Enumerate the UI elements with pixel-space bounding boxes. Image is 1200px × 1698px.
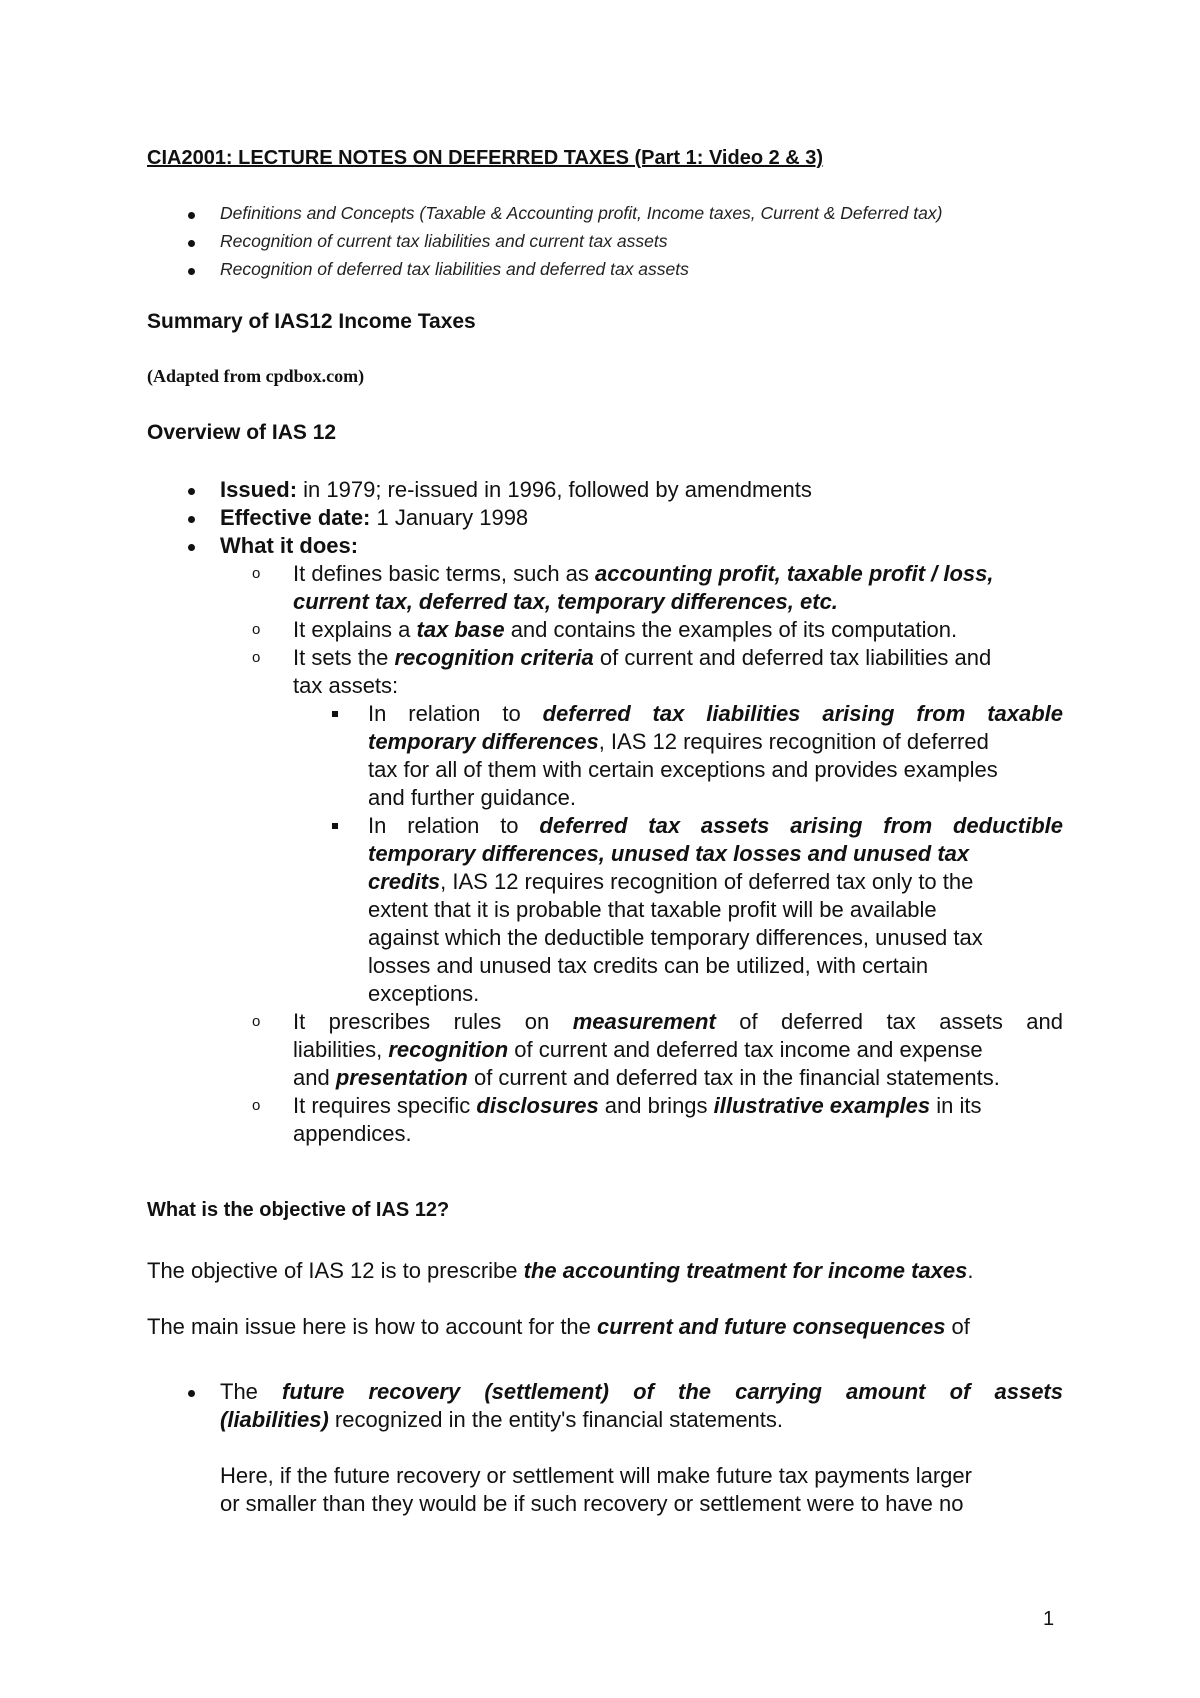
document-title: CIA2001: LECTURE NOTES ON DEFERRED TAXES (Part 1: Video 2 & 3)	[147, 147, 824, 169]
sets-rest: of current and deferred tax liabilities and	[593, 645, 992, 670]
bullet-dot-icon	[188, 1390, 195, 1397]
requires-text: It requires specific	[293, 1093, 477, 1118]
future-line-2	[220, 1406, 783, 1434]
credits-term: credits	[368, 869, 441, 894]
requires-line-2: appendices.	[293, 1121, 412, 1146]
prescribes-text: It prescribes rules on	[293, 1009, 573, 1034]
dtl-term: deferred tax liabilities arising from taxable	[542, 701, 1064, 726]
objective-term: the accounting treatment for income taxes	[523, 1258, 968, 1283]
defines-terms: accounting profit, taxable profit / loss,	[595, 561, 994, 586]
circle-bullet-icon: o	[252, 1013, 261, 1030]
effective-date-item	[220, 504, 528, 532]
prescribes-rest-3: of current and deferred tax in the financial statements.	[467, 1065, 1000, 1090]
sets-text: It sets the	[293, 645, 395, 670]
dtl-line-1	[368, 700, 1063, 728]
disclosures-term: disclosures	[476, 1093, 599, 1118]
dta-line-3	[368, 868, 973, 896]
dta-line-7: exceptions.	[368, 981, 480, 1006]
main-issue-rest: of	[945, 1314, 970, 1339]
topic-item: Definitions and Concepts (Taxable & Accounting profit, Income taxes, Current & Deferred tax)	[220, 203, 943, 223]
what-it-does-label: What it does:	[220, 533, 359, 558]
topic-item: Recognition of current tax liabilities and current tax assets	[220, 231, 668, 251]
requires-line-1	[293, 1092, 981, 1120]
page-number: 1	[1043, 1608, 1055, 1630]
defines-text: It defines basic terms, such as	[293, 561, 596, 586]
defines-line-1	[293, 560, 994, 588]
issued-text: in 1979; re-issued in 1996, followed by amendments	[297, 477, 812, 502]
circle-bullet-icon: o	[252, 565, 261, 582]
future-rest: recognized in the entity's financial statements.	[328, 1407, 784, 1432]
bullet-dot-icon	[188, 212, 195, 219]
dta-text-3: , IAS 12 requires recognition of deferred tax only to the	[440, 869, 974, 894]
dtl-text: In relation to	[368, 701, 543, 726]
main-issue-term: current and future consequences	[597, 1314, 946, 1339]
future-text: The	[220, 1379, 283, 1404]
presentation-term: presentation	[335, 1065, 468, 1090]
effective-text: 1 January 1998	[370, 505, 529, 530]
dtl-line-2	[368, 728, 989, 756]
overview-heading: Overview of IAS 12	[147, 421, 337, 444]
dta-term: deferred tax assets arising from deductible	[539, 813, 1063, 838]
future-line-1	[220, 1378, 1063, 1406]
topic-item: Recognition of deferred tax liabilities and deferred tax assets	[220, 259, 689, 279]
prescribes-text-3: and	[293, 1065, 336, 1090]
defines-line-2: current tax, deferred tax, temporary differences, etc.	[293, 589, 838, 614]
bullet-dot-icon	[188, 240, 195, 247]
requires-mid: and brings	[598, 1093, 714, 1118]
issued-item	[220, 476, 812, 504]
illustrative-examples-term: illustrative examples	[713, 1093, 931, 1118]
recognition-term: recognition	[388, 1037, 509, 1062]
main-issue-paragraph	[147, 1313, 970, 1341]
dta-text: In relation to	[368, 813, 540, 838]
sets-line-1	[293, 644, 991, 672]
dtl-text-2: , IAS 12 requires recognition of deferred	[598, 729, 989, 754]
objective-period: .	[967, 1258, 974, 1283]
here-line-2: or smaller than they would be if such recovery or settlement were to have no	[220, 1491, 964, 1516]
prescribes-line-3	[293, 1064, 1000, 1092]
square-bullet-icon	[332, 823, 338, 829]
bullet-dot-icon	[188, 544, 195, 551]
bullet-dot-icon	[188, 268, 195, 275]
objective-paragraph	[147, 1257, 974, 1285]
issued-label: Issued:	[220, 477, 298, 502]
adapted-from-note: (Adapted from cpdbox.com)	[147, 366, 365, 386]
objective-text: The objective of IAS 12 is to prescribe	[147, 1258, 524, 1283]
tax-base-term: tax base	[416, 617, 505, 642]
dta-line-5: against which the deductible temporary differences, unused tax	[368, 925, 983, 950]
liabilities-term: (liabilities)	[220, 1407, 329, 1432]
requires-rest: in its	[930, 1093, 982, 1118]
sets-line-2: tax assets:	[293, 673, 399, 698]
dtl-line-4: and further guidance.	[368, 785, 576, 810]
objective-heading: What is the objective of IAS 12?	[147, 1199, 450, 1221]
circle-bullet-icon: o	[252, 1097, 261, 1114]
bullet-dot-icon	[188, 488, 195, 495]
measurement-term: measurement	[572, 1009, 716, 1034]
summary-heading: Summary of IAS12 Income Taxes	[147, 310, 476, 333]
dta-line-6: losses and unused tax credits can be utilized, with certain	[368, 953, 929, 978]
dtl-line-3: tax for all of them with certain exceptions and provides examples	[368, 757, 998, 782]
circle-bullet-icon: o	[252, 621, 261, 638]
prescribes-rest: of deferred tax assets and	[715, 1009, 1063, 1034]
main-issue-text: The main issue here is how to account for the	[147, 1314, 598, 1339]
dta-line-4: extent that it is probable that taxable profit will be available	[368, 897, 937, 922]
explains-text: It explains a	[293, 617, 417, 642]
here-line-1: Here, if the future recovery or settlement will make future tax payments larger	[220, 1463, 972, 1488]
dta-line-1	[368, 812, 1063, 840]
prescribes-rest-2: of current and deferred tax income and expense	[508, 1037, 983, 1062]
dtl-term-2: temporary differences	[368, 729, 599, 754]
prescribes-line-1	[293, 1008, 1063, 1036]
dta-line-2: temporary differences, unused tax losses and unused tax	[368, 841, 970, 866]
explains-line	[293, 616, 957, 644]
effective-label: Effective date:	[220, 505, 371, 530]
square-bullet-icon	[332, 711, 338, 717]
prescribes-line-2	[293, 1036, 983, 1064]
circle-bullet-icon: o	[252, 649, 261, 666]
prescribes-text-2: liabilities,	[293, 1037, 389, 1062]
explains-rest: and contains the examples of its computation.	[504, 617, 958, 642]
future-term: future recovery (settlement) of the carrying amount of assets	[282, 1379, 1063, 1404]
recognition-criteria-term: recognition criteria	[394, 645, 594, 670]
bullet-dot-icon	[188, 516, 195, 523]
